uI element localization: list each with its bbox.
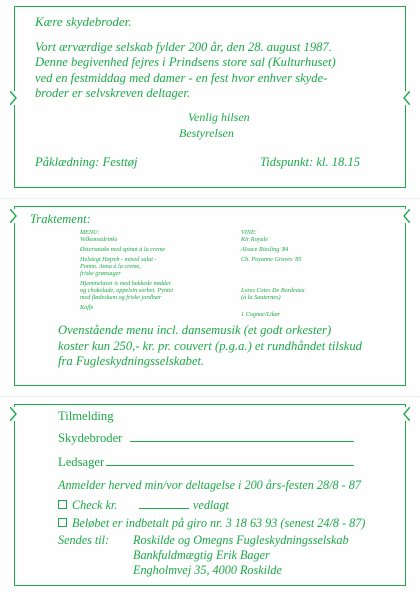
dish-item: Hjemmelavet is med hakkede nødder — [80, 280, 172, 287]
send-address — [133, 533, 349, 578]
letter-closing: Venlig hilsen — [188, 110, 250, 124]
box-notch — [401, 209, 410, 223]
wine-item: (à la Sauternes) — [241, 294, 281, 301]
letter-greeting: Kære skydebroder. — [35, 14, 132, 29]
dish-item: Helstegt Højreb - mixed salat - — [80, 256, 157, 263]
dish-item: Kaffe — [80, 304, 94, 311]
companion-name-field[interactable] — [106, 465, 354, 466]
giro-checkbox[interactable] — [58, 518, 67, 527]
wine-title: VINE: — [241, 229, 257, 236]
wine-item: Kir Royale — [241, 236, 268, 243]
menu-note-line: Ovenstående menu incl. dansemusik (et godt orkester) — [58, 323, 332, 337]
wine-item: Alsace Riesling '84 — [241, 246, 289, 253]
dress-code: Påklædning: Festtøj — [35, 155, 138, 169]
check-checkbox[interactable] — [58, 500, 67, 509]
companion-label: Ledsager — [58, 455, 105, 469]
dish-item: Pomm. Anna à la creme, — [80, 263, 141, 270]
dish-item: Østersøtaks med spinat à la creme — [80, 246, 166, 253]
wine-item: 1 Cognac/Likør — [241, 311, 281, 318]
dish-item: friske grønsager — [80, 270, 121, 277]
member-name-field[interactable] — [130, 441, 354, 442]
box-notch — [10, 91, 19, 105]
send-to-label: Sendes til: — [58, 533, 110, 547]
menu-title: MENU: — [80, 229, 100, 236]
registration-title: Tilmelding — [58, 409, 114, 423]
check-suffix: vedlagt — [193, 498, 229, 512]
box-notch — [10, 209, 19, 223]
wine-item: Lores Cotes De Bordeaux — [241, 287, 305, 294]
box-notch — [10, 407, 19, 421]
check-label: Check kr. — [72, 498, 118, 512]
start-time: Tidspunkt: kl. 18.15 — [260, 155, 361, 169]
dish-list — [80, 229, 173, 311]
menu-price-note — [58, 323, 362, 370]
address-line: Bankfuldmægtig Erik Bager — [133, 548, 270, 562]
dish-item: og chokolade, appelsin sorbet. Pyntet — [80, 287, 174, 294]
wine-list — [241, 229, 305, 318]
menu-note-line: koster kun 250,- kr. pr. couvert (p.g.a.) et rundhåndet tilskud — [58, 338, 362, 353]
menu-note-line: fra Fugleskydningsselskabet. — [58, 354, 205, 368]
member-label: Skydebroder — [58, 431, 123, 445]
letter-signature: Bestyrelsen — [179, 126, 234, 140]
fold-line-top — [0, 198, 420, 199]
check-amount-field[interactable] — [139, 508, 189, 509]
letter-paragraph — [35, 40, 336, 101]
letter-line: Vort ærværdige selskab fylder 200 år, den 28. august 1987. — [35, 40, 332, 54]
registration-notice: Anmelder herved min/vor deltagelse i 200 års-festen 28/8 - 87 — [58, 478, 361, 492]
check-option — [58, 498, 117, 513]
dish-item: Velkomstdrinks — [80, 236, 118, 243]
giro-label: Beløbet er indbetalt på giro nr. 3 18 63 93 (senest 24/8 - 87) — [72, 516, 366, 530]
box-notch — [401, 91, 410, 105]
letter-line: Denne begivenhed fejres i Prindsens store sal (Kulturhuset) — [35, 55, 336, 70]
address-line: Engholmvej 35, 4000 Roskilde — [133, 563, 282, 577]
letter-line: ved en festmiddag med damer - en fest hvor enhver skyde- — [35, 70, 328, 85]
giro-option — [58, 516, 365, 531]
letter-line: broder er selvskreven deltager. — [35, 85, 191, 100]
dish-item: med flødeskum og friske jordbær — [80, 294, 162, 301]
fold-line-bottom — [0, 396, 420, 397]
address-line: Roskilde og Omegns Fugleskydningsselskab — [133, 533, 349, 547]
menu-heading: Traktement: — [30, 212, 91, 226]
wine-item: Ch. Poyanne Graves '85 — [241, 256, 302, 263]
box-notch — [401, 407, 410, 421]
